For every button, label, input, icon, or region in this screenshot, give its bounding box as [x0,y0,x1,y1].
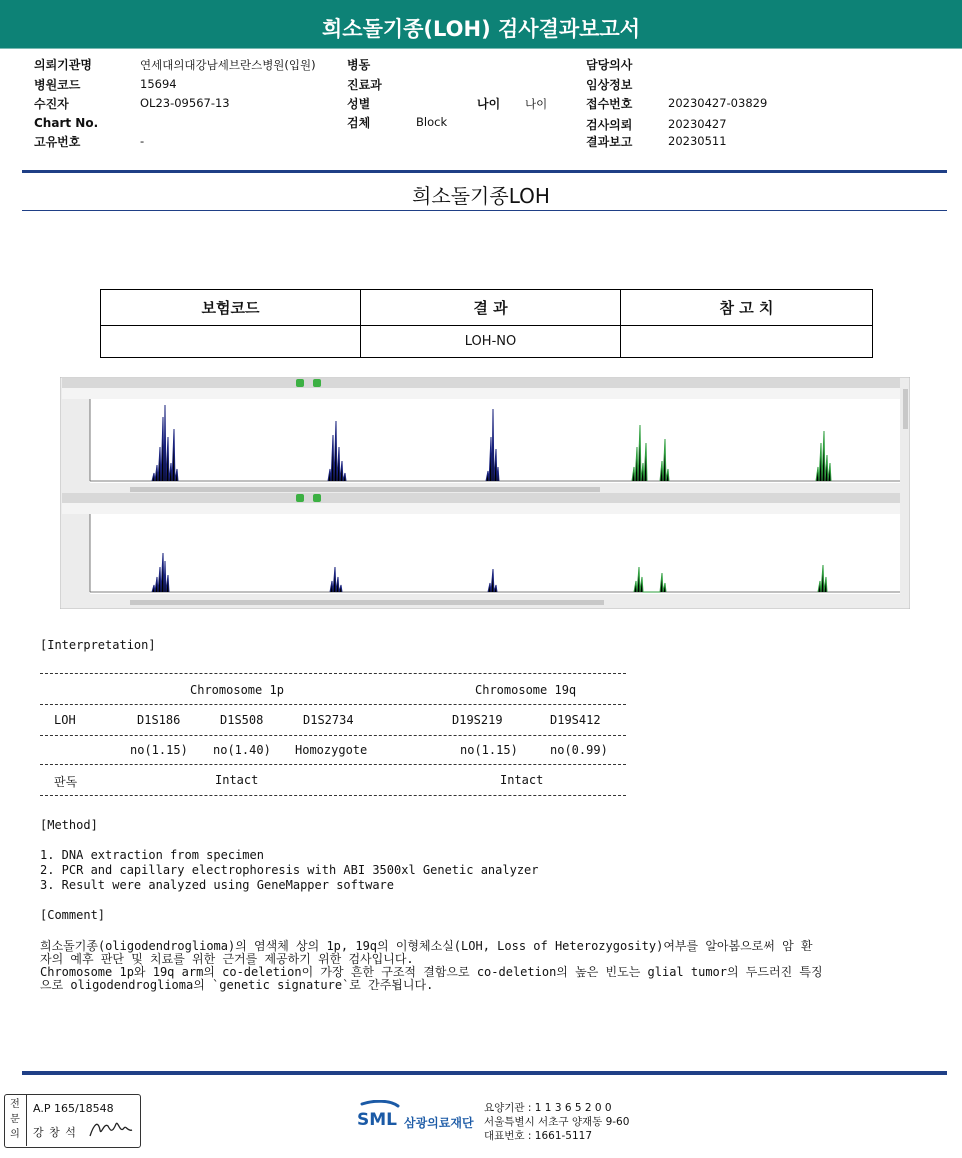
interp-dash-3 [40,735,626,736]
interp-value: no(0.99) [550,743,608,757]
doctor-signature-image [88,1116,134,1142]
signature-title-column [4,1094,27,1146]
value-test-request: 20230427 [668,117,727,131]
label-hospital-code: 병원코드 [34,78,81,92]
label-sex: 성별 [347,97,371,111]
address-line: 대표번호 : 1661-5117 [484,1130,593,1142]
label-unique-no: 고유번호 [34,135,81,149]
cell-result: LOH-NO [361,326,621,358]
interp-marker: D1S186 [137,713,181,727]
report-banner-title: 희소돌기종(LOH) 검사결과보고서 [0,0,962,48]
interp-group-1p: Chromosome 1p [190,683,284,697]
doctor-id: A.P 165/18548 [33,1102,114,1115]
method-item: 1. DNA extraction from specimen [40,848,264,862]
value-requesting-institution: 연세대의대강남세브란스병원(입원) [140,58,316,72]
comment-heading: [Comment] [40,908,106,922]
organization-name: 삼광의료재단 [404,1116,474,1130]
interp-value: no(1.15) [460,743,518,757]
electropherogram-image [60,377,910,609]
label-specimen: 검체 [347,116,371,130]
interp-marker: D1S508 [220,713,264,727]
interp-dash-5 [40,795,626,796]
organization-address [484,1101,629,1143]
label-age: 나이 [477,97,501,111]
report-title: 희소돌기종LOH [412,184,550,208]
label-test-request: 검사의뢰 [586,118,633,132]
label-receipt-no: 접수번호 [586,97,633,111]
value-receipt-no: 20230427-03829 [668,96,768,110]
value-unique-no: - [140,134,145,148]
interp-judgement-1p: Intact [215,773,259,787]
method-heading: [Method] [40,818,98,832]
value-age: 나이 [525,97,548,111]
comment-line: 희소돌기종(oligodendroglioma)의 염색체 상의 1p, 19q의 이형체소실(LOH, Loss of Heterozygosity)여부를 알아봄으로써 암 환 [40,939,813,953]
interp-group-19q: Chromosome 19q [475,683,577,697]
label-ward: 병동 [347,58,371,72]
interpretation-heading: [Interpretation] [40,638,156,652]
label-clinical-info: 임상정보 [586,78,633,92]
interp-marker: D19S412 [550,713,601,727]
interp-dash-1 [40,673,626,674]
result-table [100,289,873,358]
value-hospital-code: 15694 [140,77,177,91]
interp-row-label-loh: LOH [54,713,76,727]
cell-insurance-code [101,326,361,358]
electropherogram-panel-1 [62,378,908,492]
electropherogram-panel-2 [62,493,900,605]
sml-logo-text: SML [357,1110,397,1130]
label-attending-doctor: 담당의사 [586,58,633,72]
address-line: 요양기관 : 1 1 3 6 5 2 0 0 [484,1102,612,1114]
banner-divider [0,48,962,49]
comment-body [40,940,932,992]
label-result-report: 결과보고 [586,135,633,149]
comment-line: Chromosome 1p와 19q arm의 co-deletion이 가장 흔한 구조적 결함으로 co-deletion의 높은 빈도는 glial tumor의 두드러진 특징 [40,965,823,979]
interp-marker: D19S219 [452,713,503,727]
label-requesting-institution: 의뢰기관명 [34,58,92,72]
interp-value: Homozygote [295,743,368,757]
header-reference: 참 고 치 [621,290,873,326]
doctor-name: 강 창 석 [33,1126,77,1139]
method-item: 2. PCR and capillary electrophoresis with ABI 3500xl Genetic analyzer [40,863,539,877]
header-insurance-code: 보험코드 [101,290,361,326]
interp-row-label-judgement: 판독 [54,775,78,789]
value-result-report: 20230511 [668,134,727,148]
interp-value: no(1.40) [213,743,271,757]
interp-dash-2 [40,704,626,705]
label-chart-no: Chart No. [34,116,99,130]
label-department: 진료과 [347,78,382,92]
interp-value: no(1.15) [130,743,188,757]
section-rule-bottom [22,210,947,211]
interp-marker: D1S2734 [303,713,354,727]
value-specimen: Block [416,115,448,129]
signature-title-char: 문 [10,1114,20,1125]
label-patient: 수진자 [34,97,69,111]
interp-judgement-19q: Intact [500,773,544,787]
header-result: 결 과 [361,290,621,326]
cell-reference [621,326,873,358]
signature-title-char: 의 [10,1129,20,1140]
signature-title-char: 전 [10,1099,20,1110]
value-patient: OL23-09567-13 [140,96,230,110]
address-line: 서울특별시 서초구 양재동 9-60 [484,1116,630,1128]
method-item: 3. Result were analyzed using GeneMapper software [40,878,395,892]
section-rule-top [22,170,947,173]
comment-line: 으로 oligodendroglioma의 `genetic signature`로 간주됩니다. [40,978,434,992]
comment-line: 자의 예후 판단 및 치료를 위한 근거를 제공하기 위한 검사입니다. [40,952,414,966]
interp-dash-4 [40,764,626,765]
footer-rule [22,1071,947,1075]
